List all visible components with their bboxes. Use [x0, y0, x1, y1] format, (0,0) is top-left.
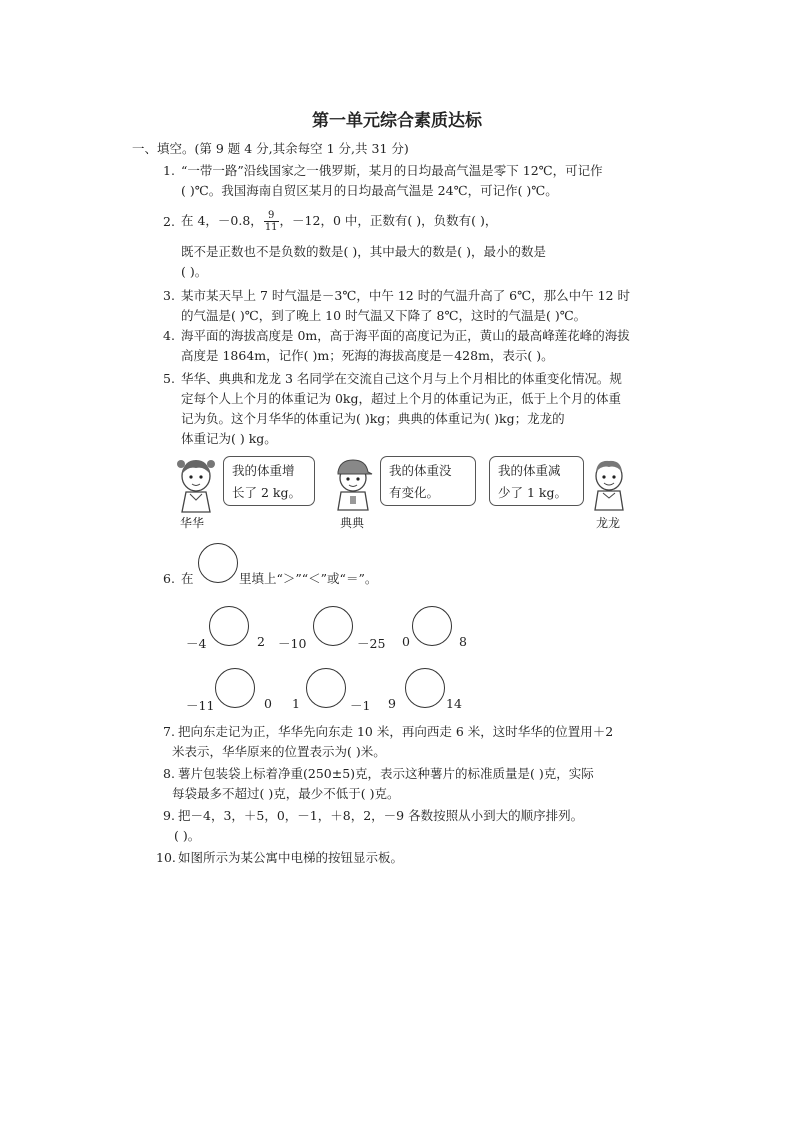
q7-number: 7. [163, 724, 175, 739]
bubble-huahua-line2: 长了 2 kg。 [232, 485, 301, 500]
q3-line1: 某市某天早上 7 时气温是－3℃，中午 12 时的气温升高了 6℃，那么中午 12 时 [181, 288, 630, 303]
q6-text-after: 里填上“＞”“＜”或“＝”。 [239, 571, 378, 586]
q1-line2: ( )℃。我国海南自贸区某月的日均最高气温是 24℃，可记作( )℃。 [181, 183, 558, 198]
bubble-longlong-line1: 我的体重减 [498, 463, 561, 478]
q6-r1-left-2: －10 [278, 636, 307, 651]
speech-bubble-diandian [380, 456, 476, 506]
q7-line1: 把向东走记为正，华华先向东走 10 米，再向西走 6 米，这时华华的位置用＋2 [178, 724, 614, 739]
q6-r2-left-3: 9 [388, 696, 396, 711]
q6-r2-right-3: 14 [446, 696, 462, 711]
q2-line1-part-b: ，－12，0 中，正数有( )，负数有( )， [279, 213, 498, 228]
q3-line2: 的气温是( )℃，到了晚上 10 时气温又下降了 8℃，这时的气温是( )℃。 [181, 308, 587, 323]
q9-number: 9. [163, 808, 175, 823]
boy-longlong-illustration [588, 456, 630, 512]
q10-number: 10. [156, 850, 176, 865]
name-huahua: 华华 [180, 516, 205, 530]
speech-bubble-huahua [223, 456, 315, 506]
bubble-longlong-line2: 少了 1 kg。 [498, 485, 567, 500]
q5-number: 5. [163, 371, 175, 386]
q6-number: 6. [163, 571, 175, 586]
q6-r2-right-2: －1 [350, 698, 371, 713]
q6-r1-right-2: －25 [357, 636, 386, 651]
compare-circle-5[interactable] [306, 668, 346, 708]
compare-circle-4[interactable] [215, 668, 255, 708]
q1-number: 1. [163, 163, 175, 178]
fraction-denominator: 11 [264, 222, 278, 233]
q8-number: 8. [163, 766, 175, 781]
q6-r1-right-1: 2 [257, 634, 265, 649]
q9-line1: 把－4，3，＋5，0，－1，＋8，2，－9 各数按照从小到大的顺序排列。 [178, 808, 584, 823]
q2-line3: ( )。 [181, 264, 208, 279]
fraction-numerator: 9 [267, 210, 275, 221]
q9-line2: ( )。 [174, 828, 201, 843]
q3-number: 3. [163, 288, 175, 303]
q6-r1-left-1: －4 [186, 636, 207, 651]
bubble-diandian-line2: 有变化。 [389, 485, 440, 500]
q5-line3: 记为负。这个月华华的体重记为( )kg；典典的体重记为( )kg；龙龙的 [181, 411, 565, 426]
q6-r1-left-3: 0 [402, 634, 410, 649]
q8-line2: 每袋最多不超过( )克，最少不低于( )克。 [172, 786, 400, 801]
q7-line2: 米表示，华华原来的位置表示为( )米。 [172, 744, 386, 759]
q4-line2: 高度是 1864m，记作( )m；死海的海拔高度是－428m，表示( )。 [181, 348, 554, 363]
q5-line2: 定每个人上个月的体重记为 0kg，超过上个月的体重记为正，低于上个月的体重 [181, 391, 622, 406]
compare-circle-1[interactable] [209, 606, 249, 646]
compare-circle-2[interactable] [313, 606, 353, 646]
boy-diandian-illustration [330, 456, 376, 512]
q5-line4: 体重记为( ) kg。 [181, 431, 277, 446]
q6-r2-left-2: 1 [292, 696, 300, 711]
q4-line1: 海平面的海拔高度是 0m，高于海平面的高度记为正，黄山的最高峰莲花峰的海拔 [181, 328, 630, 343]
name-longlong: 龙龙 [596, 516, 621, 530]
q2-line1 [181, 208, 497, 234]
q8-line1: 薯片包装袋上标着净重(250±5)克，表示这种薯片的标准质量是( )克，实际 [178, 766, 594, 781]
q6-text-before: 在 [181, 571, 194, 586]
name-diandian: 典典 [340, 516, 365, 530]
q2-number: 2. [163, 214, 175, 229]
speech-bubble-longlong [489, 456, 584, 506]
girl-huahua-illustration [174, 456, 218, 514]
q6-r1-right-3: 8 [459, 634, 467, 649]
example-blank-circle-icon [198, 543, 238, 583]
q10-line1: 如图所示为某公寓中电梯的按钮显示板。 [178, 850, 404, 865]
bubble-diandian-line1: 我的体重没 [389, 463, 452, 478]
section-heading: 一、填空。(第 9 题 4 分,其余每空 1 分,共 31 分) [132, 141, 409, 156]
q6-r2-left-1: －11 [186, 698, 215, 713]
compare-circle-6[interactable] [405, 668, 445, 708]
q5-line1: 华华、典典和龙龙 3 名同学在交流自己这个月与上个月相比的体重变化情况。规 [181, 371, 622, 386]
q2-line2: 既不是正数也不是负数的数是( )，其中最大的数是( )，最小的数是 [181, 244, 546, 259]
q6-r2-right-1: 0 [264, 696, 272, 711]
fraction-nine-elevenths [264, 210, 279, 233]
q1-line1: “一带一路”沿线国家之一俄罗斯，某月的日均最高气温是零下 12℃，可记作 [181, 163, 603, 178]
q4-number: 4. [163, 328, 175, 343]
page-title: 第一单元综合素质达标 [312, 111, 482, 131]
compare-circle-3[interactable] [412, 606, 452, 646]
bubble-huahua-line1: 我的体重增 [232, 463, 295, 478]
q2-line1-part-a: 在 4，－0.8， [181, 213, 263, 228]
